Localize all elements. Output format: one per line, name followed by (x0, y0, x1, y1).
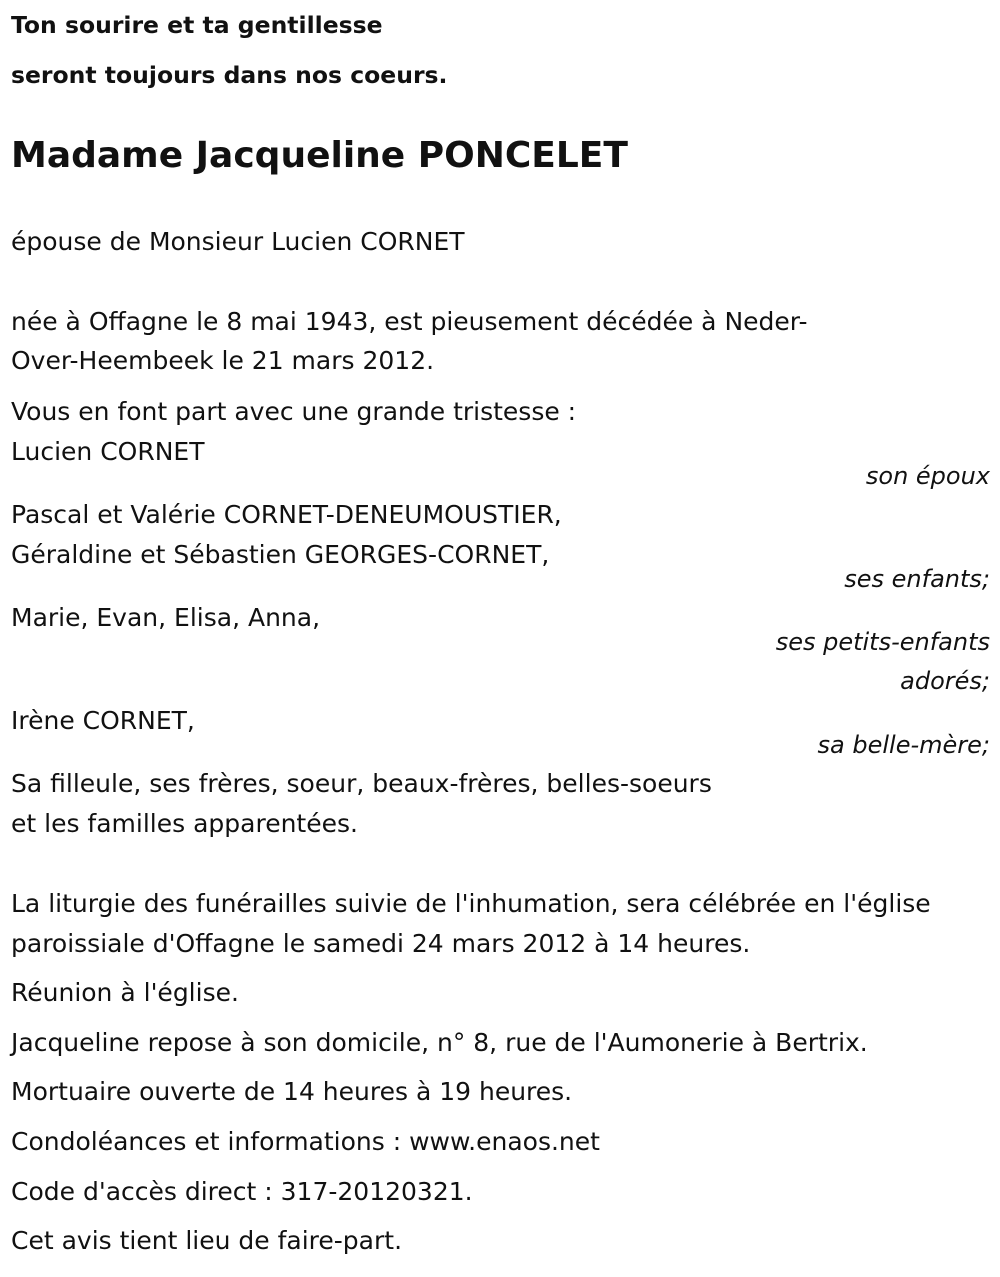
detail-access-code: Code d'accès direct : 317-20120321. (11, 1177, 473, 1206)
birth-death-line-1: née à Offagne le 8 mai 1943, est pieusement décédée à Neder- (11, 307, 808, 336)
detail-condolences: Condoléances et informations : www.enaos.net (11, 1127, 600, 1156)
relation-mother-in-law: sa belle-mère; (817, 731, 990, 759)
family-name-child-1: Pascal et Valérie CORNET-DENEUMOUSTIER, (11, 500, 562, 529)
funeral-line-1: La liturgie des funérailles suivie de l'inhumation, sera célébrée en l'église (11, 889, 931, 918)
funeral-line-2: paroissiale d'Offagne le samedi 24 mars 2012 à 14 heures. (11, 929, 751, 958)
family-name-mother-in-law: Irène CORNET, (11, 706, 195, 735)
family-name-grandchildren: Marie, Evan, Elisa, Anna, (11, 603, 321, 632)
detail-resting-place: Jacqueline repose à son domicile, n° 8, rue de l'Aumonerie à Bertrix. (11, 1028, 868, 1057)
family-name-child-2: Géraldine et Sébastien GEORGES-CORNET, (11, 540, 550, 569)
header-quote-line-1: Ton sourire et ta gentillesse (11, 11, 383, 39)
header-quote-line-2: seront toujours dans nos coeurs. (11, 61, 448, 89)
relation-spouse: son époux (865, 462, 990, 490)
relation-children: ses enfants; (844, 565, 990, 593)
announcement-intro: Vous en font part avec une grande tristesse : (11, 397, 577, 426)
detail-meeting: Réunion à l'église. (11, 978, 239, 1007)
birth-death-line-2: Over-Heembeek le 21 mars 2012. (11, 346, 435, 375)
deceased-name: Madame Jacqueline PONCELET (11, 135, 628, 176)
relation-grandchildren-line-1: ses petits-enfants (775, 628, 990, 656)
detail-mortuary-hours: Mortuaire ouverte de 14 heures à 19 heures. (11, 1077, 573, 1106)
detail-notice: Cet avis tient lieu de faire-part. (11, 1226, 403, 1255)
family-extended-line-1: Sa filleule, ses frères, soeur, beaux-frères, belles-soeurs (11, 769, 712, 798)
spouse-line: épouse de Monsieur Lucien CORNET (11, 227, 465, 256)
relation-grandchildren-line-2: adorés; (900, 667, 990, 695)
family-extended-line-2: et les familles apparentées. (11, 809, 358, 838)
family-name-spouse: Lucien CORNET (11, 437, 205, 466)
